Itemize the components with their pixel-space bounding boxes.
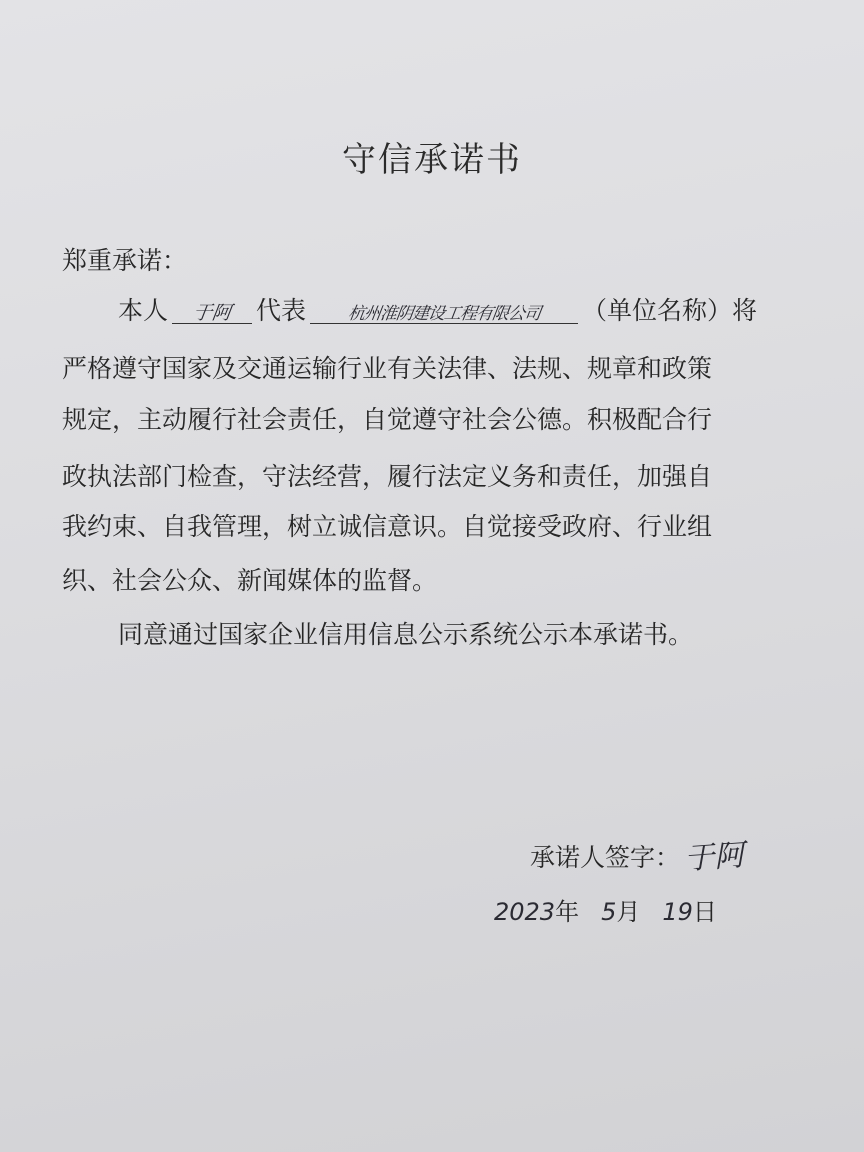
paragraph-1-line-6: 织、社会公众、新闻媒体的监督。 bbox=[62, 566, 438, 595]
signer-name-blank bbox=[172, 298, 252, 324]
paragraph-1-line-1 bbox=[118, 298, 757, 324]
paragraph-1-line-2: 严格遵守国家及交通运输行业有关法律、法规、规章和政策 bbox=[62, 354, 713, 383]
date-day-unit: 日 bbox=[692, 898, 717, 926]
date-line bbox=[494, 892, 717, 927]
paragraph-1-line-3: 规定，主动履行社会责任，自觉遵守社会公德。积极配合行 bbox=[62, 405, 713, 434]
paragraph-2: 同意通过国家企业信用信息公示系统公示本承诺书。 bbox=[118, 620, 694, 649]
salutation: 郑重承诺： bbox=[62, 246, 188, 275]
signature-handwritten: 于阿 bbox=[683, 837, 746, 878]
date-month: 5 bbox=[601, 898, 617, 926]
para1-represent: 代表 bbox=[256, 296, 307, 325]
date-day: 19 bbox=[662, 898, 693, 926]
paragraph-1-line-4: 政执法部门检查，守法经营，履行法定义务和责任，加强自 bbox=[62, 462, 713, 491]
date-year: 2023 bbox=[494, 898, 556, 926]
para1-suffix: （单位名称）将 bbox=[582, 296, 758, 325]
company-name-handwritten: 杭州淮阴建设工程有限公司 bbox=[346, 304, 542, 324]
date-year-unit: 年 bbox=[555, 898, 580, 926]
paragraph-1-line-5: 我约束、自我管理，树立诚信意识。自觉接受政府、行业组 bbox=[62, 512, 713, 541]
para1-prefix: 本人 bbox=[118, 296, 169, 325]
date-month-unit: 月 bbox=[616, 898, 641, 926]
company-name-blank bbox=[310, 298, 578, 324]
signature-label: 承诺人签字： bbox=[530, 843, 681, 872]
signer-name-handwritten: 于阿 bbox=[191, 302, 233, 324]
document-title: 守信承诺书 bbox=[342, 140, 522, 180]
